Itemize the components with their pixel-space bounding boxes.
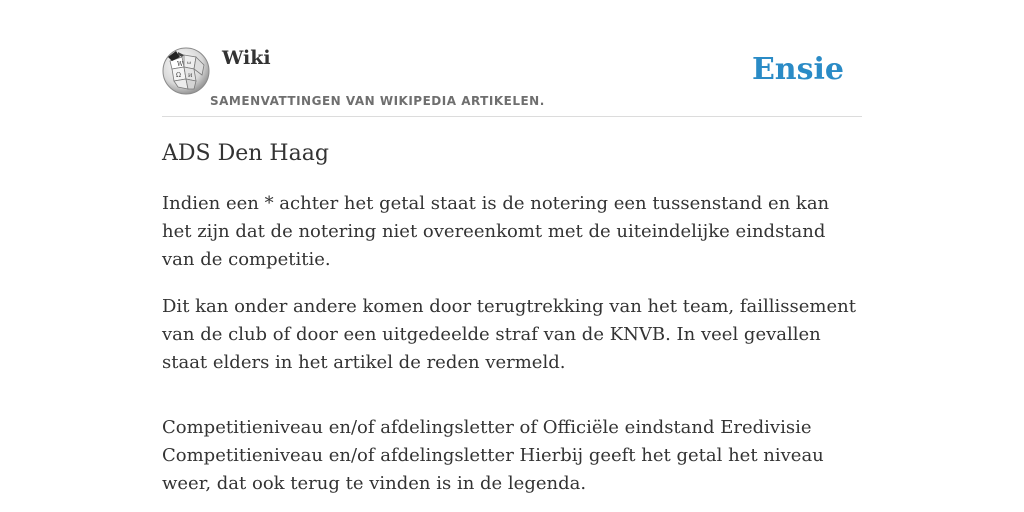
legend-line: Competitieniveau en/of afdelingsletter of Officiële eindstand Eredivisie [162, 417, 812, 438]
legend-paragraph [162, 414, 862, 498]
site-name[interactable]: Wiki [222, 47, 271, 69]
svg-text:ω: ω [187, 60, 192, 66]
svg-text:Ω: Ω [176, 72, 181, 79]
wikipedia-globe-icon[interactable] [162, 47, 210, 95]
svg-text:W: W [177, 61, 184, 68]
legend-line: Competitieniveau en/of afdelingsletter Hierbij geeft het getal het niveau weer, dat ook terug te vinden is in de legenda. [162, 445, 824, 494]
article-content [162, 138, 862, 512]
article-paragraph: Dit kan onder andere komen door terugtrekking van het team, faillissement van de club of door een uitgedeelde straf van de KNVB. In veel gevallen staat elders in het artikel de reden vermeld. [162, 296, 856, 373]
article-title: ADS Den Haag [162, 141, 329, 166]
article-paragraph: Indien een * achter het getal staat is de notering een tussenstand en kan het zijn dat de notering niet overeenkomt met de uiteindelijke eindstand van de competitie. [162, 193, 830, 270]
site-header [162, 44, 862, 117]
svg-text:И: И [188, 73, 193, 79]
brand-logo-link[interactable]: Ensie [751, 52, 844, 87]
site-tagline: SAMENVATTINGEN VAN WIKIPEDIA ARTIKELEN. [210, 94, 545, 108]
